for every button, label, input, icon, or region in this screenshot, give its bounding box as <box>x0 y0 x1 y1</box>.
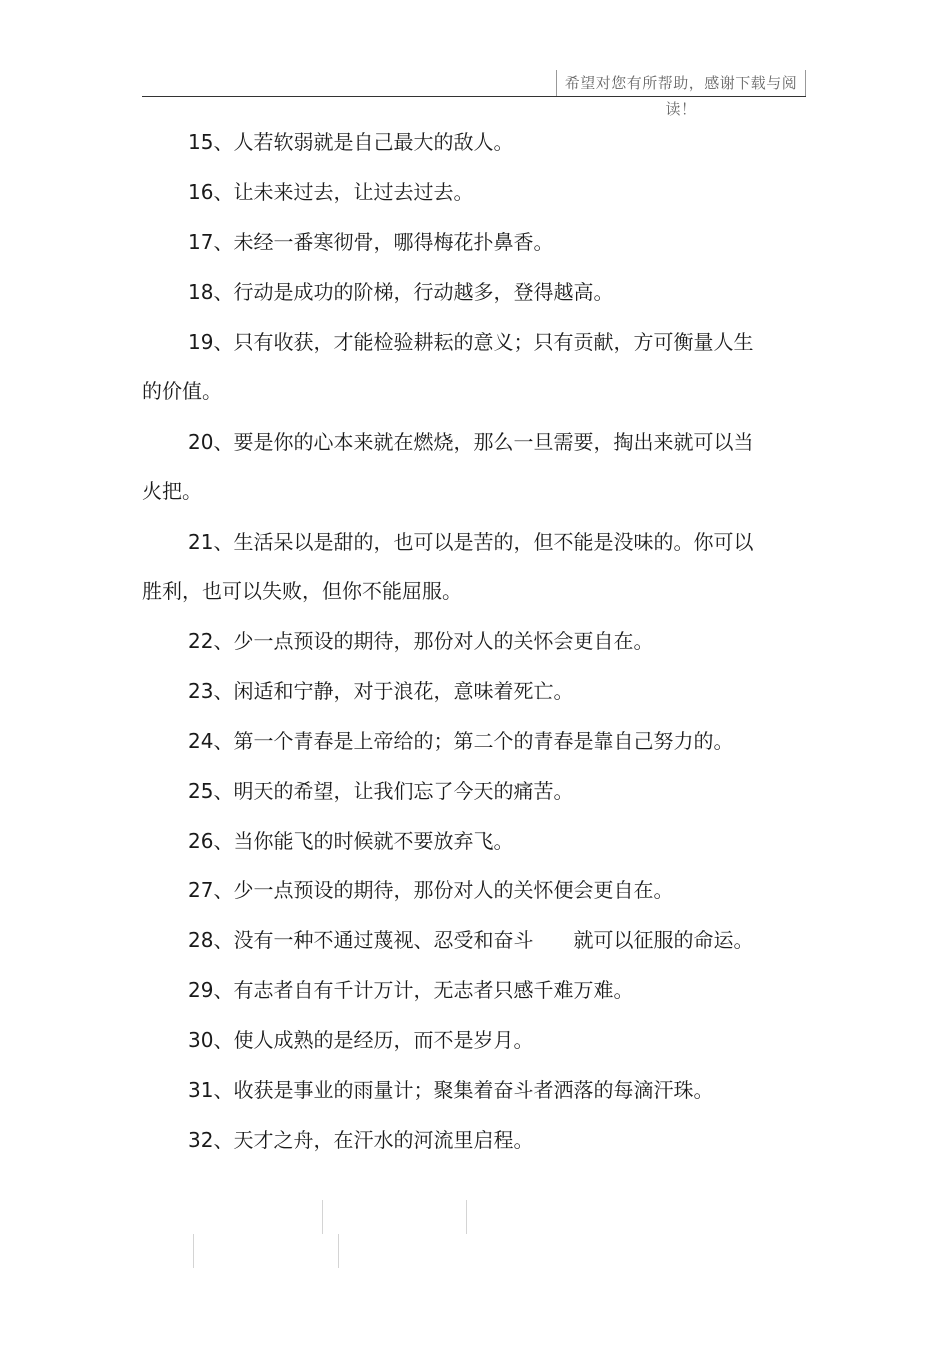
text-line-16: 16、让未来过去，让过去过去。 <box>188 180 474 204</box>
scan-artifact-line <box>338 1234 339 1268</box>
scan-artifact-line <box>322 1200 323 1234</box>
text-line-22: 22、少一点预设的期待，那份对人的关怀会更自在。 <box>188 629 654 653</box>
text-line-18: 18、行动是成功的阶梯，行动越多，登得越高。 <box>188 280 614 304</box>
scan-artifact-line <box>193 1234 194 1268</box>
text-line-17: 17、未经一番寒彻骨，哪得梅花扑鼻香。 <box>188 230 554 254</box>
header-rule <box>142 96 806 97</box>
text-line-21: 21、生活呆以是甜的，也可以是苦的，但不能是没味的。你可以 <box>188 530 754 554</box>
scan-artifact-line <box>466 1200 467 1234</box>
text-line-23: 23、闲适和宁静，对于浪花，意味着死亡。 <box>188 679 574 703</box>
text-line-15: 15、人若软弱就是自己最大的敌人。 <box>188 130 514 154</box>
text-line-30: 30、使人成熟的是经历，而不是岁月。 <box>188 1028 534 1052</box>
text-line-21-cont: 胜利，也可以失败，但你不能屈服。 <box>142 579 462 603</box>
text-line-29: 29、有志者自有千计万计，无志者只感千难万难。 <box>188 978 634 1002</box>
text-line-20: 20、要是你的心本来就在燃烧，那么一旦需要，掏出来就可以当 <box>188 430 754 454</box>
header-note: 希望对您有所帮助，感谢下载与阅读！ <box>556 70 806 96</box>
text-line-19-cont: 的价值。 <box>142 379 222 403</box>
text-line-32: 32、天才之舟，在汗水的河流里启程。 <box>188 1128 534 1152</box>
text-line-28: 28、没有一种不通过蔑视、忍受和奋斗 就可以征服的命运。 <box>188 928 754 952</box>
text-line-24: 24、第一个青春是上帝给的；第二个的青春是靠自己努力的。 <box>188 729 734 753</box>
text-line-27: 27、少一点预设的期待，那份对人的关怀便会更自在。 <box>188 878 674 902</box>
text-line-25: 25、明天的希望，让我们忘了今天的痛苦。 <box>188 779 574 803</box>
text-line-19: 19、只有收获，才能检验耕耘的意义；只有贡献，方可衡量人生 <box>188 330 754 354</box>
text-line-26: 26、当你能飞的时候就不要放弃飞。 <box>188 829 514 853</box>
text-line-31: 31、收获是事业的雨量计；聚集着奋斗者洒落的每滴汗珠。 <box>188 1078 714 1102</box>
text-line-20-cont: 火把。 <box>142 479 202 503</box>
